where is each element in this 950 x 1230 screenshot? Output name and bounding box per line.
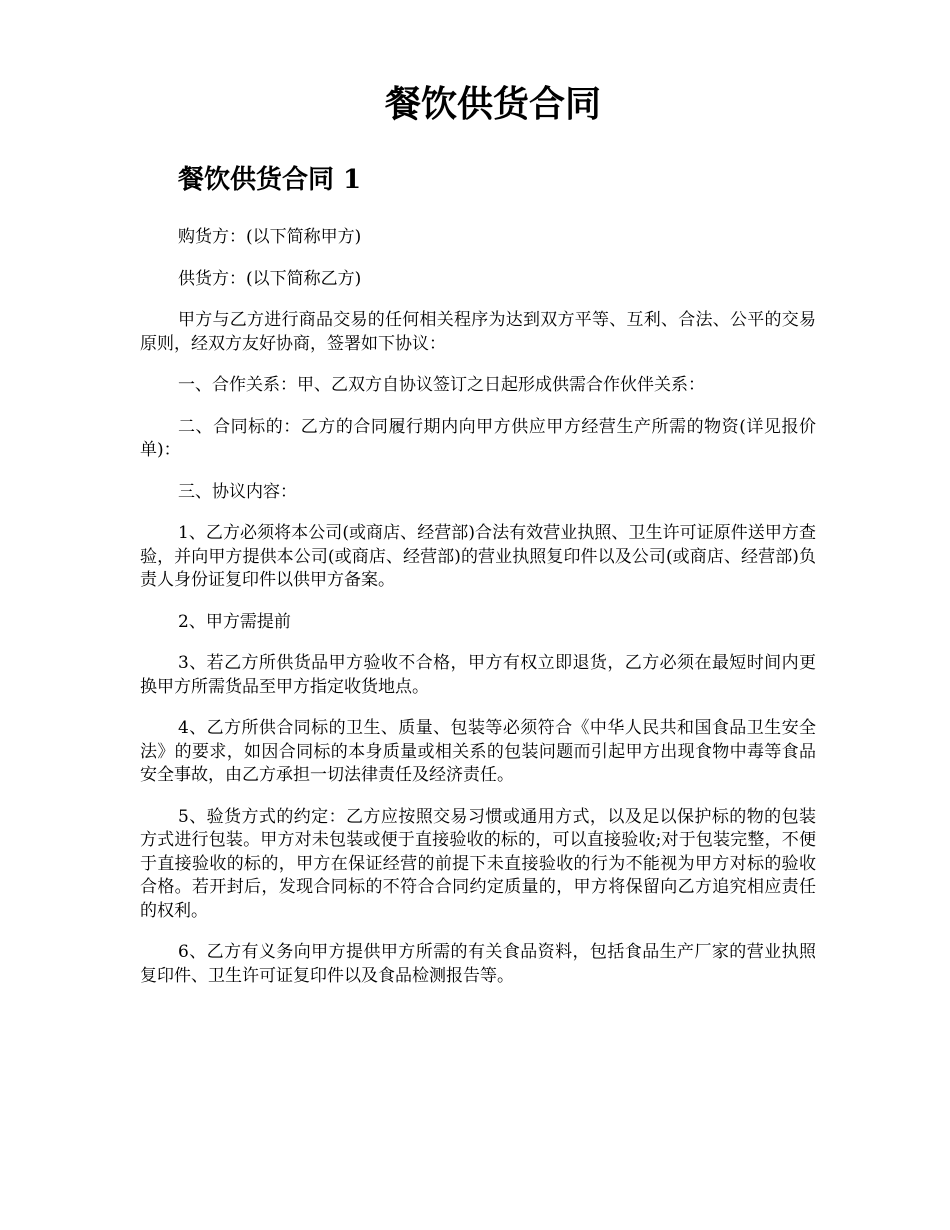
paragraph-preamble: 甲方与乙方进行商品交易的任何相关程序为达到双方平等、互利、合法、公平的交易原则，经双方友好协商，签署如下协议： bbox=[140, 310, 816, 354]
paragraph-clause-2: 二、合同标的：乙方的合同履行期内向甲方供应甲方经营生产所需的物资(详见报价单)： bbox=[140, 416, 816, 460]
paragraph-item-2: 2、甲方需提前 bbox=[178, 611, 291, 632]
paragraph-clause-3: 三、协议内容： bbox=[178, 481, 297, 502]
paragraph-buyer: 购货方：(以下简称甲方) bbox=[178, 227, 362, 247]
document-body bbox=[140, 226, 816, 1006]
document-title: 餐饮供货合同 bbox=[384, 83, 601, 125]
paragraph-clause-1: 一、合作关系：甲、乙双方自协议签订之日起形成供需合作伙伴关系： bbox=[178, 375, 705, 395]
paragraph-item-6: 6、乙方有义务向甲方提供甲方所需的有关食品资料，包括食品生产厂家的营业执照复印件、卫生许可证复印件以及食品检测报告等。 bbox=[140, 942, 816, 986]
paragraph-item-3: 3、若乙方所供货品甲方验收不合格，甲方有权立即退货，乙方必须在最短时间内更换甲方所需货品至甲方指定收货地点。 bbox=[140, 653, 816, 697]
paragraph-item-1: 1、乙方必须将本公司(或商店、经营部)合法有效营业执照、卫生许可证原件送甲方查验，并向甲方提供本公司(或商店、经营部)的营业执照复印件以及公司(或商店、经营部)负责人身份证复印件以供甲方备案。 bbox=[140, 523, 816, 590]
paragraph-item-4: 4、乙方所供合同标的卫生、质量、包装等必须符合《中华人民共和国食品卫生安全法》的要求，如因合同标的本身质量或相关系的包装问题而引起甲方出现食物中毒等食品安全事故，由乙方承担一切法律责任及经济责任。 bbox=[140, 718, 816, 785]
paragraph-item-5: 5、验货方式的约定：乙方应按照交易习惯或通用方式，以及足以保护标的物的包装方式进行包装。甲方对未包装或便于直接验收的标的，可以直接验收;对于包装完整，不便于直接验收的标的，甲方在保证经营的前提下未直接验收的行为不能视为甲方对标的验收合格。若开封后，发现合同标的不符合合同约定质量的，甲方将保留向乙方追究相应责任的权利。 bbox=[140, 806, 816, 921]
section-title: 餐饮供货合同 1 bbox=[178, 165, 362, 195]
paragraph-supplier: 供货方：(以下简称乙方) bbox=[178, 268, 362, 289]
